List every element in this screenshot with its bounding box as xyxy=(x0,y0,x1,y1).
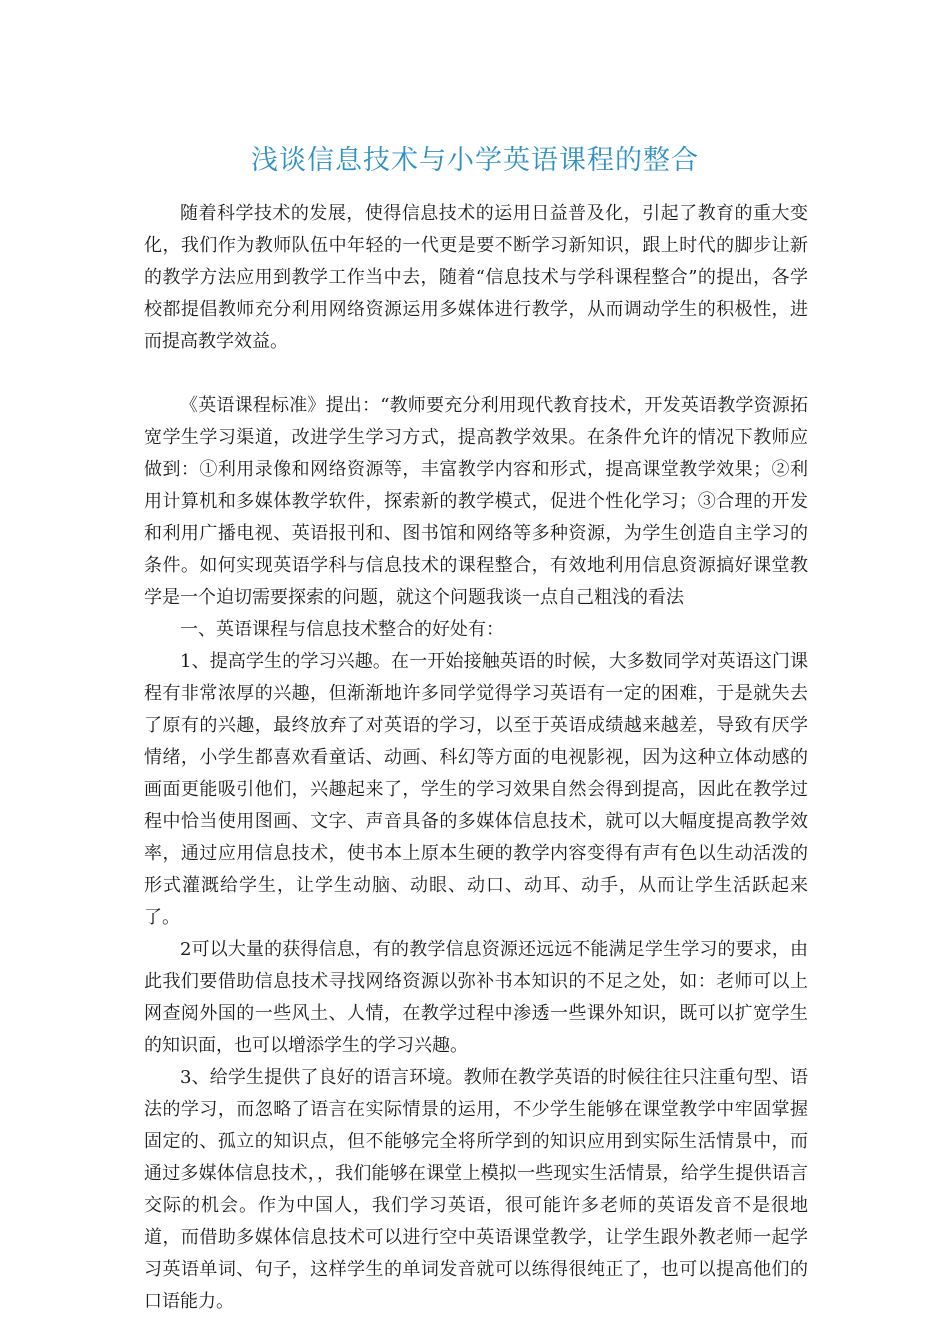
paragraph-standard: 《英语课程标准》提出：“教师要充分利用现代教育技术，开发英语教学资源拓宽学生学习渠道，改进学生学习方式，提高教学效果。在条件允许的情况下教师应做到：①利用录像和网络资源等，丰富教学内容和形式，提高课堂教学效果；②利用计算机和多媒体教学软件，探索新的教学模式，促进个性化学习；③合理的开发和利用广播电视、英语报刊和、图书馆和网络等多种资源，为学生创造自主学习的条件。如何实现英语学科与信息技术的课程整合，有效地利用信息资源搞好课堂教学是一个迫切需要探索的问题，就这个问题我谈一点自己粗浅的看法 xyxy=(144,395,808,608)
paragraph-point-1: 1、提高学生的学习兴趣。在一开始接触英语的时候，大多数同学对英语这门课程有非常浓厚的兴趣，但渐渐地许多同学觉得学习英语有一定的困难，于是就失去了原有的兴趣，最终放弃了对英语的学习，以至于英语成绩越来越差，导致有厌学情绪，小学生都喜欢看童话、动画、科幻等方面的电视影视，因为这种立体动感的画面更能吸引他们，兴趣起来了，学生的学习效果自然会得到提高，因此在教学过程中恰当使用图画、文字、声音具备的多媒体信息技术，就可以大幅度提高教学效率，通过应用信息技术，使书本上原本生硬的教学内容变得有声有色以生动活泼的形式灌溉给学生，让学生动脑、动眼、动口、动耳、动手，从而让学生活跃起来了。 xyxy=(144,651,808,928)
paragraph-intro: 随着科学技术的发展，使得信息技术的运用日益普及化，引起了教育的重大变化，我们作为教师队伍中年轻的一代更是要不断学习新知识，跟上时代的脚步让新的教学方法应用到教学工作当中去，随着“信息技术与学科课程整合”的提出，各学校都提倡教师充分利用网络资源运用多媒体进行教学，从而调动学生的积极性，进而提高教学效益。 xyxy=(144,203,808,352)
paragraph-point-2: 2可以大量的获得信息，有的教学信息资源还远远不能满足学生学习的要求，由此我们要借助信息技术寻找网络资源以弥补书本知识的不足之处，如：老师可以上网查阅外国的一些风土、人情，在教学过程中渗透一些课外知识，既可以扩宽学生的知识面，也可以增添学生的学习兴趣。 xyxy=(144,939,808,1056)
section-heading: 一、英语课程与信息技术整合的好处有： xyxy=(180,619,504,640)
paragraph-point-3: 3、给学生提供了良好的语言环境。教师在教学英语的时候往往只注重句型、语法的学习，而忽略了语言在实际情景的运用，不少学生能够在课堂教学中牢固掌握固定的、孤立的知识点，但不能够完全将所学到的知识应用到实际生活情景中，而通过多媒体信息技术，，我们能够在课堂上模拟一些现实生活情景，给学生提供语言交际的机会。作为中国人，我们学习英语，很可能许多老师的英语发音不是很地道，而借助多媒体信息技术可以进行空中英语课堂教学，让学生跟外教老师一起学习英语单词、句子，这样学生的单词发音就可以练得很纯正了，也可以提高他们的口语能力。 xyxy=(144,1067,808,1312)
paragraph-gap xyxy=(144,358,808,390)
document-title: 浅谈信息技术与小学英语课程的整合 xyxy=(251,145,699,176)
document-body xyxy=(144,198,808,1318)
